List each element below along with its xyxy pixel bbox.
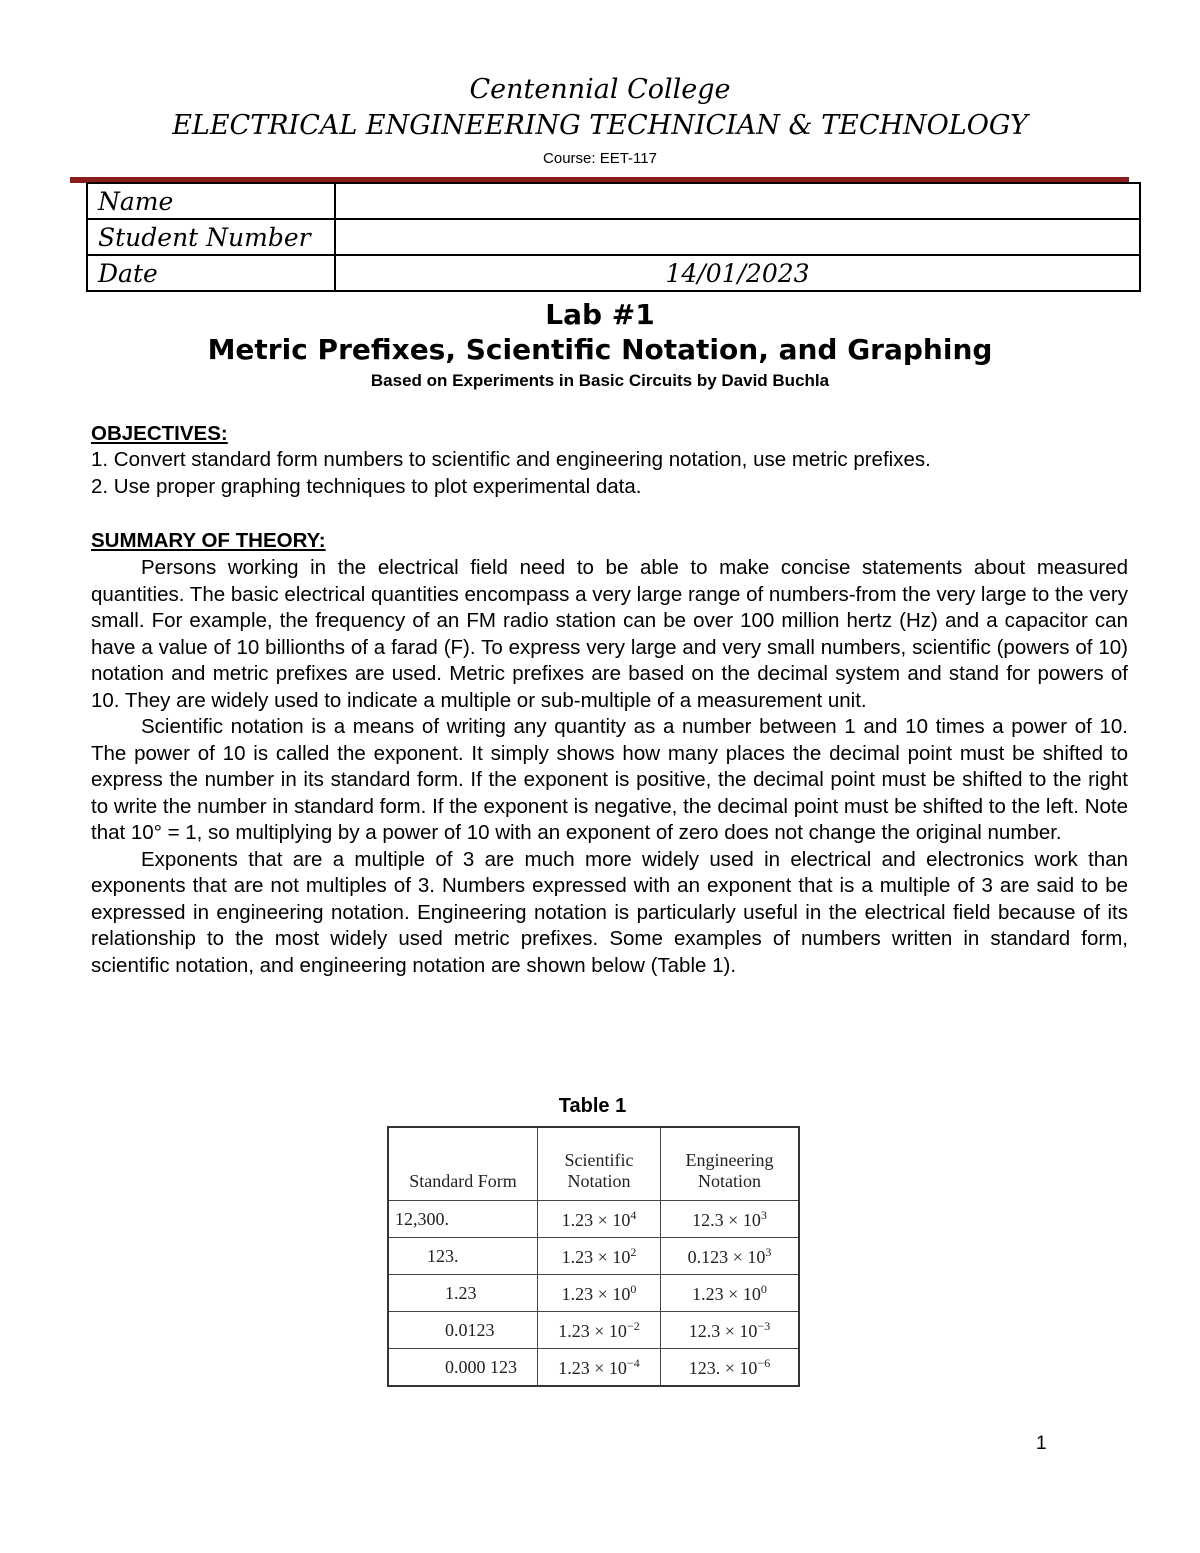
cell-base: 1.23 × 10: [692, 1283, 761, 1304]
cell-exponent: −6: [757, 1355, 771, 1370]
info-label: Student Number: [87, 219, 335, 255]
course-code: Course: EET-117: [543, 150, 657, 167]
info-row-student-number: [87, 219, 1140, 255]
scientific-cell: [538, 1201, 661, 1238]
summary-heading: SUMMARY OF THEORY:: [91, 529, 326, 552]
standard-form-cell: 1.23: [388, 1275, 538, 1312]
objective-item: 1. Convert standard form numbers to scientific and engineering notation, use metric prefixes.: [91, 448, 931, 471]
cell-exponent: 4: [630, 1207, 637, 1222]
header-standard-form: Standard Form: [388, 1127, 538, 1201]
scientific-cell: [538, 1312, 661, 1349]
info-row-name: [87, 183, 1140, 219]
header-text: Notation: [567, 1171, 631, 1191]
table-header-row: [388, 1127, 799, 1201]
engineering-cell: [661, 1201, 800, 1238]
name-field[interactable]: [335, 183, 1140, 219]
summary-body: [91, 555, 1128, 979]
program-name: ELECTRICAL ENGINEERING TECHNICIAN & TECHNOLOGY: [172, 110, 1028, 141]
header-text: Notation: [698, 1171, 761, 1191]
student-info-table: [86, 182, 1141, 292]
table-row: [388, 1238, 799, 1275]
engineering-cell: [661, 1349, 800, 1387]
cell-base: 1.23 × 10: [558, 1320, 627, 1341]
cell-base: 1.23 × 10: [561, 1246, 631, 1267]
scientific-cell: [538, 1275, 661, 1312]
cell-exponent: 3: [760, 1207, 767, 1222]
cell-exponent: −2: [626, 1318, 640, 1333]
objectives-heading: OBJECTIVES:: [91, 422, 228, 445]
summary-paragraph: Persons working in the electrical field need to be able to make concise statements about measured quantities. The basic electrical quantities encompass a very large range of numbers-from the very large to the very small. For example, the frequency of an FM radio station can be over 100 million hertz (Hz) and a capacitor can have a value of 10 billionths of a farad (F). To express very large and very small numbers, scientific (powers of 10) notation and metric prefixes are used. Metric prefixes are based on the decimal system and stand for powers of 10. They are widely used to indicate a multiple or sub-multiple of a measurement unit.: [91, 556, 1128, 712]
info-label: Date: [87, 255, 335, 291]
header-scientific-notation: [538, 1127, 661, 1201]
engineering-cell: [661, 1275, 800, 1312]
info-label: Name: [87, 183, 335, 219]
table-row: [388, 1349, 799, 1387]
table-caption: Table 1: [558, 1095, 627, 1117]
notation-table: [387, 1126, 800, 1387]
standard-form-cell: 0.000 123: [388, 1349, 538, 1387]
cell-exponent: −4: [626, 1355, 640, 1370]
standard-form-cell: 0.0123: [388, 1312, 538, 1349]
standard-form-cell: 123.: [388, 1238, 538, 1275]
cell-exponent: 2: [630, 1244, 637, 1259]
engineering-cell: [661, 1238, 800, 1275]
table-row: [388, 1312, 799, 1349]
student-number-field[interactable]: [335, 219, 1140, 255]
engineering-cell: [661, 1312, 800, 1349]
page-number: 1: [1036, 1433, 1047, 1454]
standard-form-cell: 12,300.: [388, 1201, 538, 1238]
table-row: [388, 1275, 799, 1312]
college-name: Centennial College: [469, 74, 731, 105]
cell-exponent: −3: [757, 1318, 771, 1333]
cell-exponent: 3: [765, 1244, 772, 1259]
cell-base: 1.23 × 10: [561, 1283, 631, 1304]
cell-exponent: 0: [630, 1281, 637, 1296]
table-row: [388, 1201, 799, 1238]
summary-paragraph: Exponents that are a multiple of 3 are much more widely used in electrical and electronics work than exponents that are not multiples of 3. Numbers expressed with an exponent that is a multiple of 3 are said to be expressed in engineering notation. Engineering notation is particularly useful in the electrical field because of its relationship to the most widely used metric prefixes. Some examples of numbers written in standard form, scientific notation, and engineering notation are shown below (Table 1).: [91, 847, 1128, 977]
objective-item: 2. Use proper graphing techniques to plot experimental data.: [91, 475, 642, 498]
info-row-date: [87, 255, 1140, 291]
summary-paragraph: Scientific notation is a means of writing any quantity as a number between 1 and 10 times a power of 10. The power of 10 is called the exponent. It simply shows how many places the decimal point must be shifted to express the number in its standard form. If the exponent is positive, the decimal point must be shifted to the right to write the number in standard form. If the exponent is negative, the decimal point must be shifted to the left. Note that 10° = 1, so multiplying by a power of 10 with an exponent of zero does not change the original number.: [91, 715, 1128, 844]
cell-base: 0.123 × 10: [687, 1246, 766, 1267]
header-engineering-notation: [661, 1127, 800, 1201]
date-field[interactable]: 14/01/2023: [335, 255, 1140, 291]
scientific-cell: [538, 1349, 661, 1387]
lab-title: Metric Prefixes, Scientific Notation, and Graphing: [207, 333, 993, 366]
header-text: Engineering: [685, 1150, 774, 1170]
cell-base: 123. × 10: [688, 1357, 758, 1378]
cell-base: 1.23 × 10: [561, 1209, 631, 1230]
lab-subtitle: Based on Experiments in Basic Circuits by David Buchla: [370, 371, 830, 390]
header-text: Scientific: [564, 1150, 634, 1170]
scientific-cell: [538, 1238, 661, 1275]
cell-base: 12.3 × 10: [692, 1209, 761, 1230]
lab-number: Lab #1: [545, 298, 655, 331]
cell-base: 1.23 × 10: [558, 1357, 627, 1378]
cell-exponent: 0: [760, 1281, 767, 1296]
cell-base: 12.3 × 10: [688, 1320, 758, 1341]
